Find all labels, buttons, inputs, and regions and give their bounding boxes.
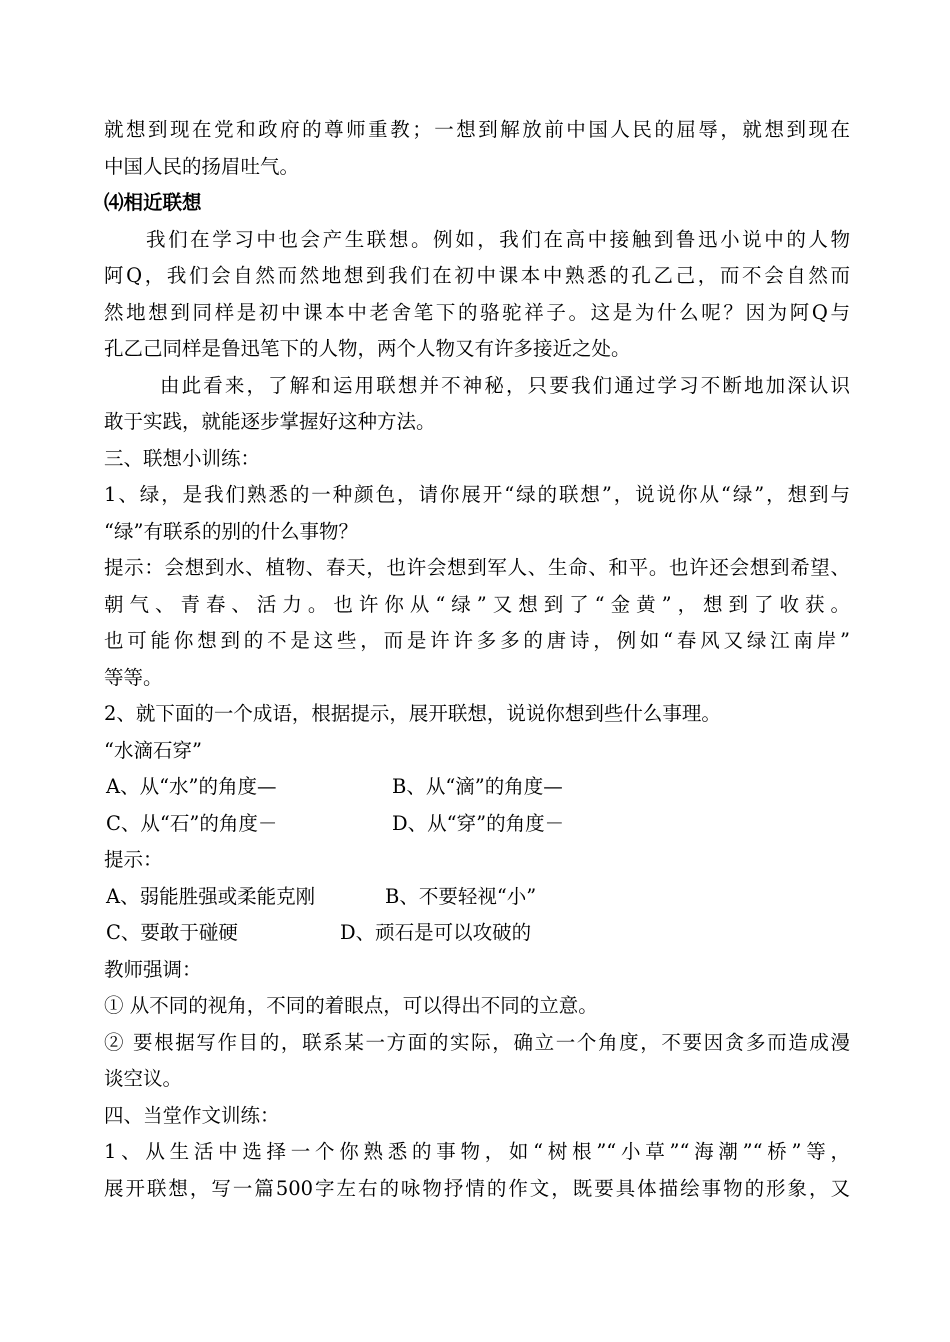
emphasis-item: ② 要根据写作目的，联系某一方面的实际，确立一个角度，不要因贪多而造成漫: [104, 1030, 850, 1054]
emphasis-item: ① 从不同的视角，不同的着眼点，可以得出不同的立意。: [104, 994, 598, 1017]
section-heading: 四、当堂作文训练：: [104, 1103, 280, 1127]
hint-row: [104, 879, 850, 916]
hint-b: B、不要轻视“小”: [385, 884, 537, 908]
option-row: [104, 806, 850, 843]
hint-c: C、要敢于碰硬: [106, 921, 238, 944]
idiom-text: “水滴石穿”: [104, 738, 202, 762]
paragraph-line: 孔乙己同样是鲁迅笔下的人物，两个人物又有许多接近之处。: [104, 337, 631, 360]
hint-d: D、顽石是可以攻破的: [340, 921, 532, 944]
paragraph-line: 由此看来，了解和运用联想并不神秘，只要我们通过学习不断地加深认识: [160, 373, 850, 397]
option-d: D、从“穿”的角度－: [392, 811, 565, 835]
hint-line: 等等。: [104, 665, 163, 689]
document-page: [104, 112, 850, 1207]
hint-line: 朝气、青春、活力。也许你从“绿”又想到了“金黄”，想到了收获。: [104, 592, 850, 616]
hint-row: [104, 915, 850, 952]
paragraph-line: 我们在学习中也会产生联想。例如，我们在高中接触到鲁迅小说中的人物: [146, 227, 850, 251]
question-line: 2、就下面的一个成语，根据提示，展开联想，说说你想到些什么事理。: [104, 702, 721, 725]
option-row: [104, 769, 850, 806]
option-b: B、从“滴”的角度—: [392, 775, 563, 798]
paragraph-line: 阿Q，我们会自然而然地想到我们在初中课本中熟悉的孔乙己，而不会自然而: [104, 264, 850, 287]
paragraph-line: 中国人民的扬眉吐气。: [104, 154, 300, 178]
hint-a: A、弱能胜强或柔能克刚: [106, 884, 316, 908]
emphasis-label: 教师强调：: [104, 957, 202, 981]
task-line: 展开联想，写一篇500字左右的咏物抒情的作文，既要具体描绘事物的形象，又: [104, 1176, 850, 1200]
hint-label: 提示：: [104, 848, 163, 871]
question-line: “绿”有联系的别的什么事物？: [104, 519, 358, 543]
option-a: A、从“水”的角度—: [106, 775, 277, 798]
paragraph-line: 就想到现在党和政府的尊师重教；一想到解放前中国人民的屈辱，就想到现在: [104, 118, 850, 141]
hint-line: 也可能你想到的不是这些，而是许许多多的唐诗，例如“春风又绿江南岸”: [104, 629, 850, 652]
question-line: 1、绿，是我们熟悉的一种颜色，请你展开“绿的联想”，说说你从“绿”，想到与: [104, 483, 850, 506]
task-line: 1、从生活中选择一个你熟悉的事物，如“树根”“小草”“海潮”“桥”等，: [104, 1140, 850, 1163]
paragraph-line: 然地想到同样是初中课本中老舍笔下的骆驼祥子。这是为什么呢？因为阿Q与: [104, 300, 850, 324]
option-c: C、从“石”的角度－: [106, 811, 278, 835]
emphasis-item: 谈空议。: [104, 1067, 183, 1090]
hint-line: 提示：会想到水、植物、春天，也许会想到军人、生命、和平。也许还会想到希望、: [104, 556, 850, 579]
section-heading: 三、联想小训练：: [104, 446, 261, 470]
paragraph-line: 敢于实践，就能逐步掌握好这种方法。: [104, 410, 436, 433]
section-heading: ⑷相近联想: [104, 191, 202, 214]
